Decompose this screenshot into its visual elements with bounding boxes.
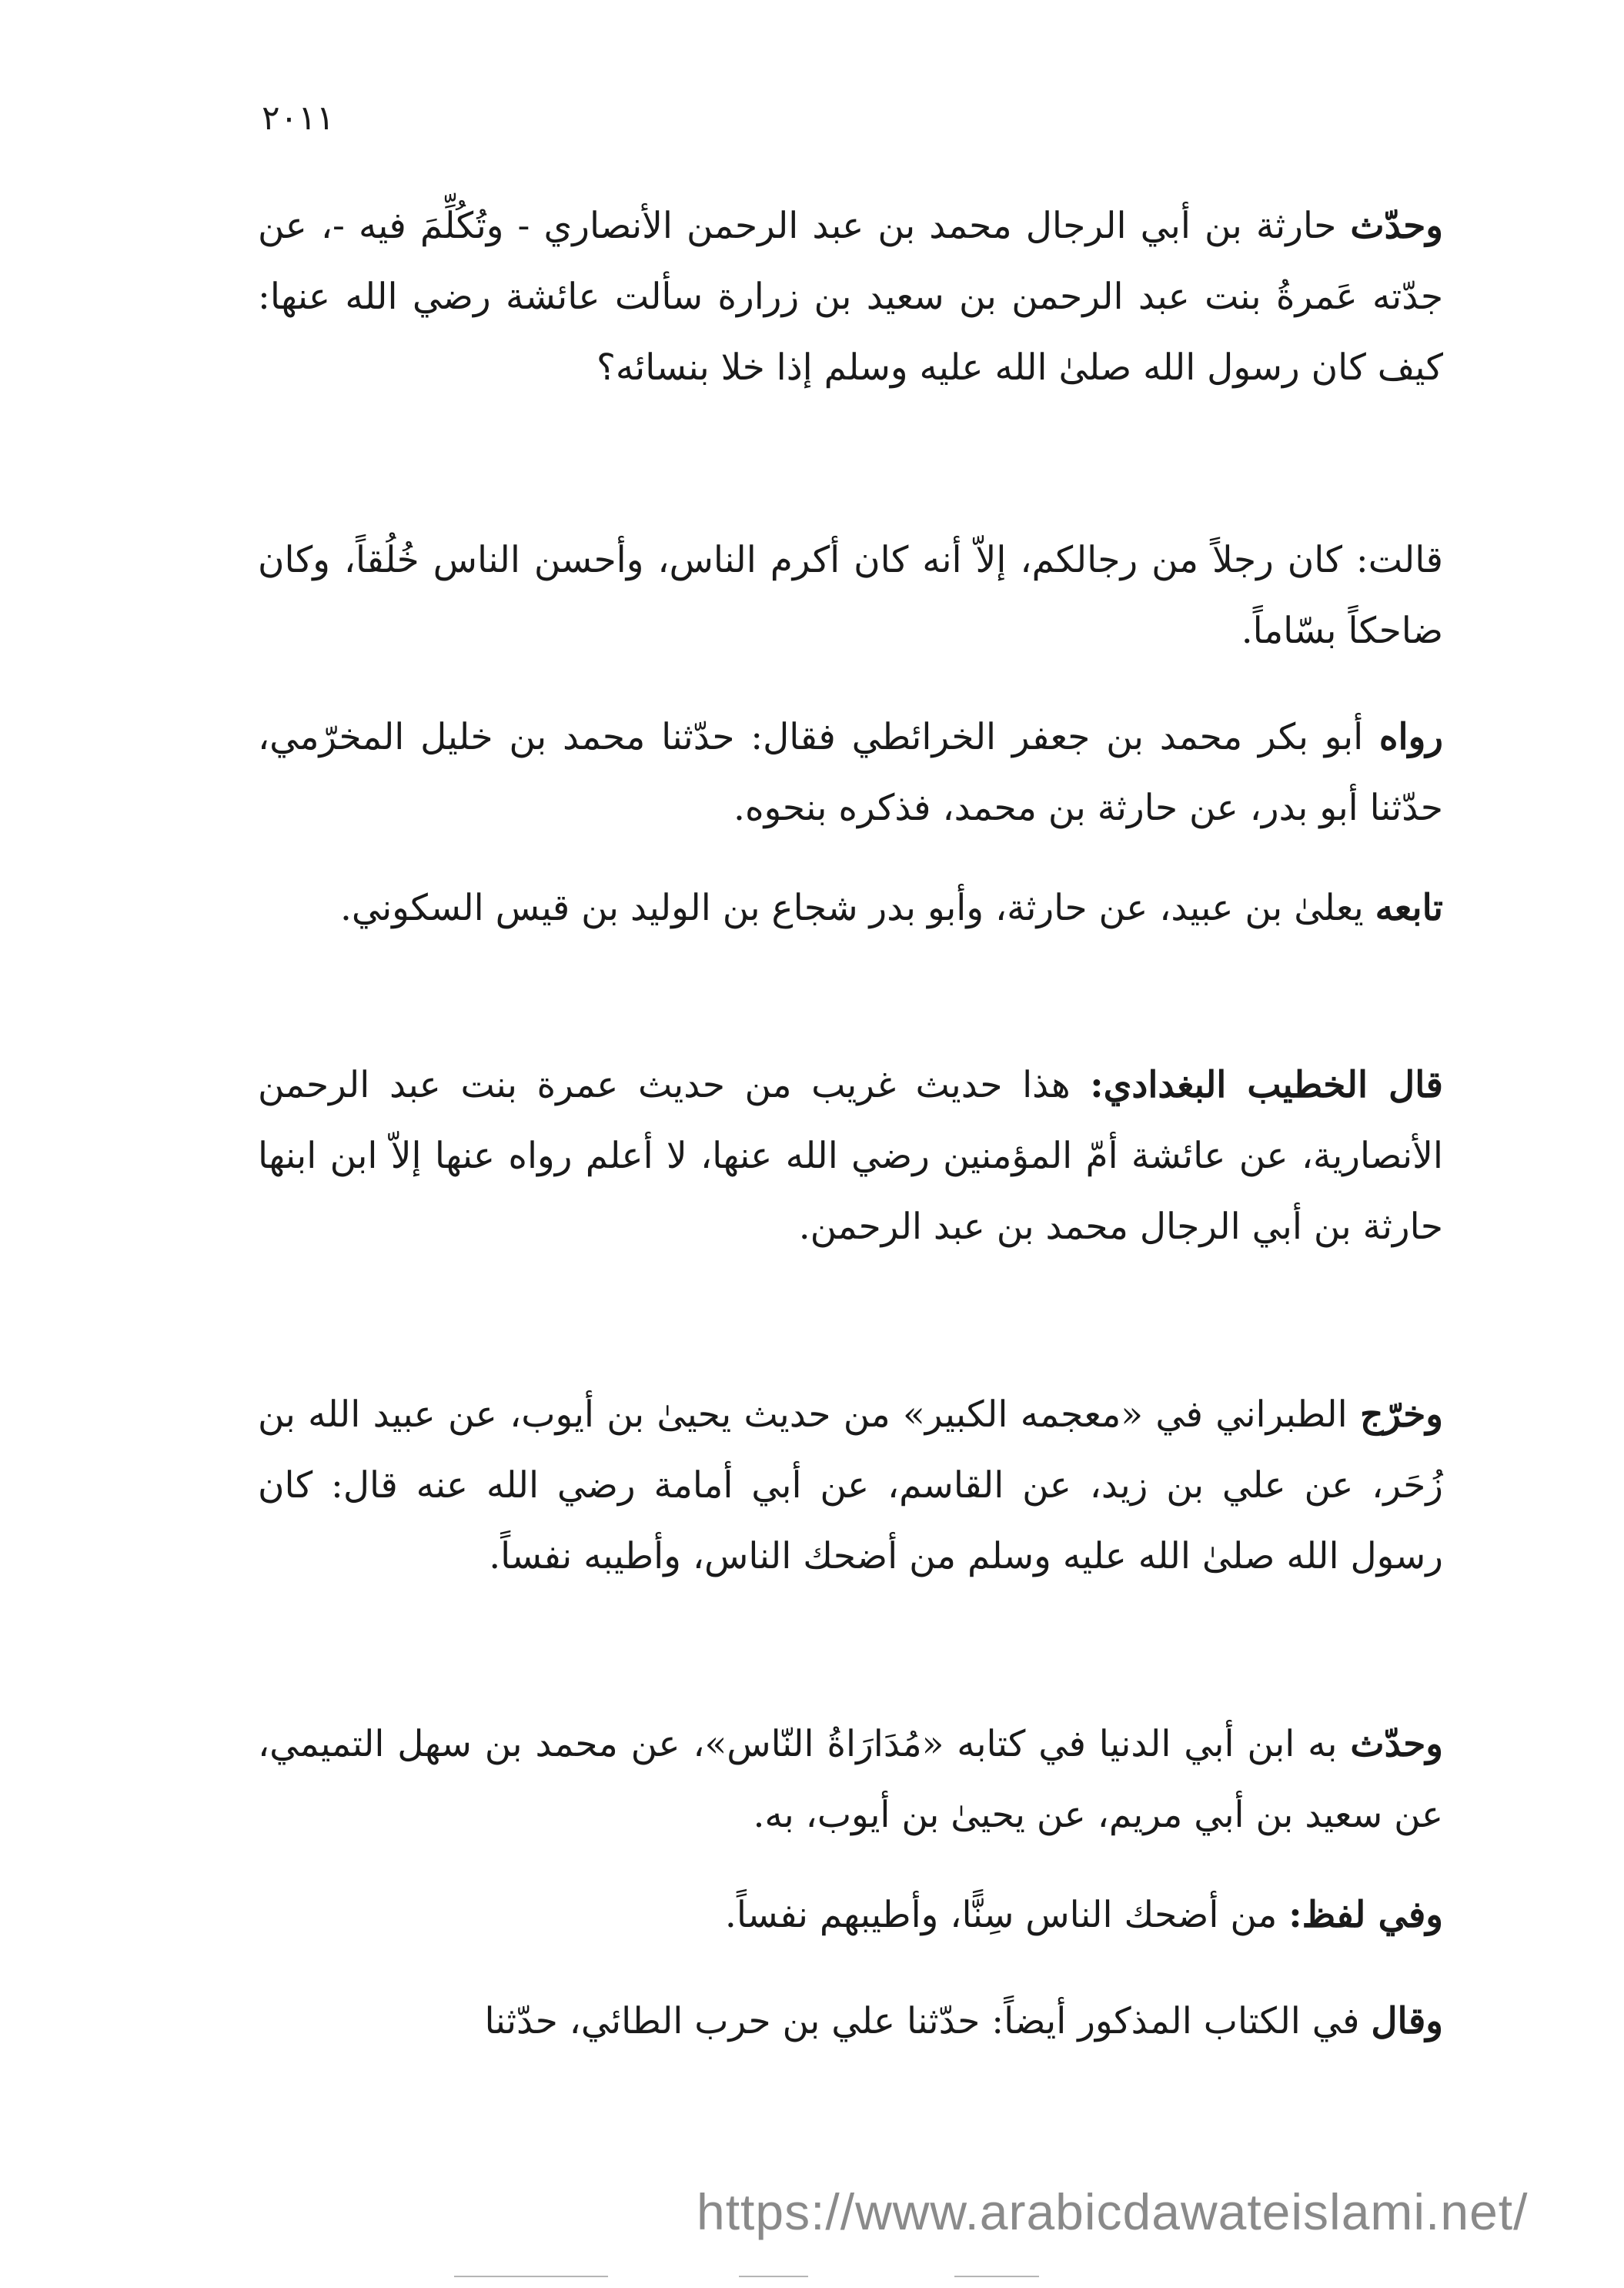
paragraph-text: يعلىٰ بن عبيد، عن حارثة، وأبو بدر شجاع بن الوليد بن قيس السكوني.: [339, 887, 1375, 929]
bottom-scan-line: [454, 2276, 608, 2277]
paragraph-lead: تابعه: [1375, 887, 1443, 929]
paragraph-text: قالت: كان رجلاً من رجالكم، إلاّ أنه كان أكرم الناس، وأحسن الناس خُلُقاً، وكان ضاحكاً بسّاماً.: [258, 539, 1443, 652]
paragraph-3: [258, 702, 1443, 844]
paragraph-lead: وفي لفظ:: [1288, 1894, 1443, 1936]
paragraph-7: [258, 1709, 1443, 1851]
paragraph-text: به ابن أبي الدنيا في كتابه «مُدَارَاةُ النّاس»، عن محمد بن سهل التميمي، عن سعيد بن أبي مريم، عن يحيىٰ بن أيوب، به.: [258, 1723, 1443, 1836]
paragraph-lead: وحدّث: [1350, 205, 1443, 247]
paragraph-text: هذا حديث غريب من حديث عمرة بنت عبد الرحمن الأنصارية، عن عائشة أمّ المؤمنين رضي الله عنها، لا أعلم رواه عنها إلاّ ابن ابنها حارثة بن أبي الرجال محمد بن عبد الرحمن.: [258, 1064, 1443, 1248]
watermark-url: https://www.arabicdawateislami.net/: [697, 2183, 1529, 2240]
paragraph-5: [258, 1050, 1443, 1263]
paragraph-text: في الكتاب المذكور أيضاً: حدّثنا علي بن حرب الطائي، حدّثنا: [484, 2000, 1372, 2042]
bottom-scan-line: [739, 2276, 808, 2277]
bottom-scan-line: [954, 2276, 1039, 2277]
paragraph-text: من أضحك الناس سِنًّا، وأطيبهم نفساً.: [724, 1894, 1289, 1936]
paragraph-6: [258, 1380, 1443, 1592]
paragraph-9: [258, 1986, 1443, 2057]
paragraph-lead: رواه: [1378, 716, 1443, 758]
paragraph-4: [258, 873, 1443, 944]
paragraph-text: الطبراني في «معجمه الكبير» من حديث يحيىٰ بن أيوب، عن عبيد الله بن زُحَر، عن علي بن زيد، عن القاسم، عن أبي أمامة رضي الله عنه قال: كان رسول الله صلىٰ الله عليه وسلم من أضحك الناس، وأطيبه نفساً.: [258, 1393, 1443, 1577]
paragraph-lead: وقال: [1371, 2000, 1443, 2042]
paragraph-8: [258, 1880, 1443, 1951]
paragraph-text: حارثة بن أبي الرجال محمد بن عبد الرحمن الأنصاري - وتُكُلِّمَ فيه -، عن جدّته عَمرةُ بنت عبد الرحمن بن سعيد بن زرارة سألت عائشة رضي الله عنها: كيف كان رسول الله صلىٰ الله عليه وسلم إذا خلا بنسائه؟: [258, 205, 1443, 389]
paragraph-1: [258, 191, 1443, 403]
paragraph-lead: قال الخطيب البغدادي:: [1090, 1064, 1443, 1106]
paragraph-lead: وخرّج: [1359, 1393, 1443, 1436]
paragraph-2: [258, 525, 1443, 667]
page-number: ٢٠١١: [262, 99, 335, 138]
paragraph-lead: وحدّث: [1350, 1723, 1443, 1765]
paragraph-text: أبو بكر محمد بن جعفر الخرائطي فقال: حدّثنا محمد بن خليل المخرّمي، حدّثنا أبو بدر، عن حارثة بن محمد، فذكره بنحوه.: [258, 716, 1443, 829]
